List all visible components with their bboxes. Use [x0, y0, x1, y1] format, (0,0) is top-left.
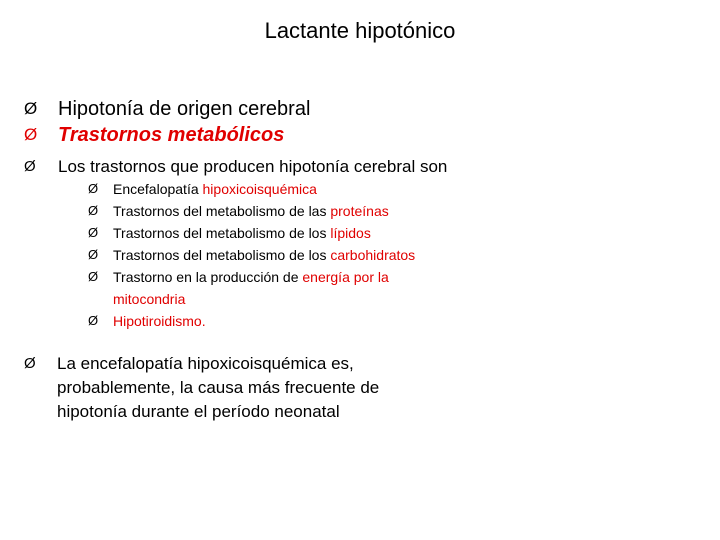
sub-bullet-text: Trastorno en la producción de [113, 269, 303, 285]
arrow-bullet-icon: Ø [88, 225, 99, 240]
sub-bullet-text: Trastornos del metabolismo de los [113, 225, 331, 241]
sub-bullet-item [88, 266, 438, 310]
sub-bullet-highlight: hipoxicoisquémica [202, 181, 317, 197]
bullet-trastornos-metabolicos [24, 122, 704, 148]
sub-bullet-text: Trastornos del metabolismo de los [113, 247, 331, 263]
arrow-bullet-icon: Ø [24, 99, 38, 118]
sub-bullet-text: Encefalopatía [113, 181, 203, 197]
arrow-bullet-icon: Ø [88, 203, 99, 218]
final-bullet [24, 352, 444, 424]
arrow-bullet-icon: Ø [24, 355, 36, 372]
main-bullet-list [24, 96, 704, 178]
arrow-bullet-icon: Ø [24, 125, 38, 144]
bullet-text: Hipotonía de origen cerebral [58, 98, 311, 120]
bullet-text: Trastornos metabólicos [58, 124, 285, 146]
arrow-bullet-icon: Ø [88, 313, 99, 328]
sub-bullet-item [88, 200, 488, 222]
sub-bullet-highlight: lípidos [330, 225, 371, 241]
sub-bullet-highlight: energía por la mitocondria [113, 269, 389, 307]
sub-bullet-item [88, 244, 488, 266]
final-bullet-text: La encefalopatía hipoxicoisquémica es, probablemente, la causa más frecuente de hipotonía durante el período neonatal [57, 354, 380, 421]
arrow-bullet-icon: Ø [88, 269, 99, 284]
sub-bullet-highlight: carbohidratos [330, 247, 416, 263]
bullet-hipotonia-cerebral [24, 96, 704, 122]
sub-bullet-list [88, 178, 488, 332]
sub-bullet-item [88, 178, 488, 200]
sub-bullet-highlight: Hipotiroidismo. [113, 313, 206, 329]
bullet-text: Los trastornos que producen hipotonía cerebral son [58, 157, 448, 176]
bullet-trastornos-causas [24, 156, 704, 178]
sub-bullet-highlight: proteínas [330, 203, 389, 219]
arrow-bullet-icon: Ø [88, 247, 99, 262]
arrow-bullet-icon: Ø [24, 158, 36, 175]
arrow-bullet-icon: Ø [88, 181, 99, 196]
sub-bullet-item [88, 310, 488, 332]
slide-title: Lactante hipotónico [264, 18, 456, 43]
sub-bullet-text: Trastornos del metabolismo de las [113, 203, 331, 219]
sub-bullet-item [88, 222, 488, 244]
